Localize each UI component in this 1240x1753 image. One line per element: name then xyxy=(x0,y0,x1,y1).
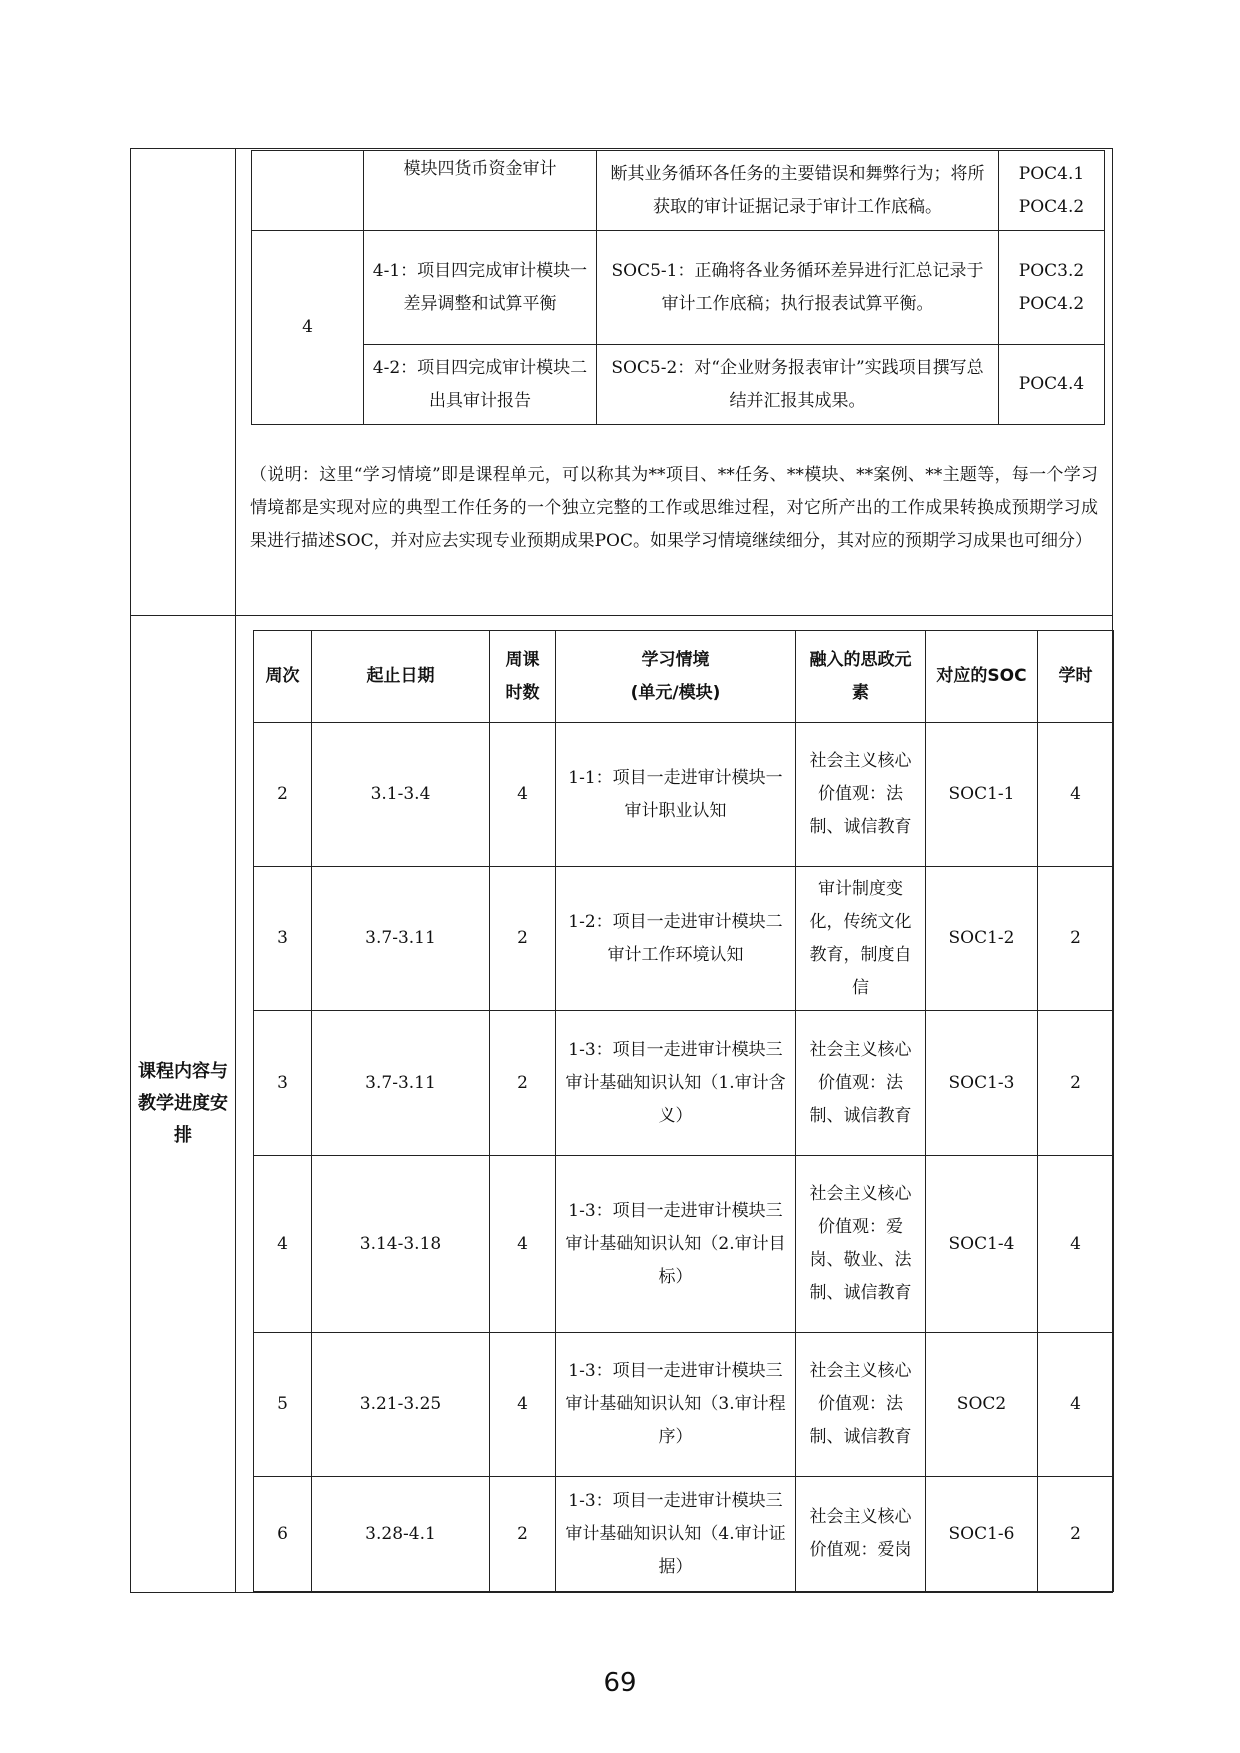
header-hours-per-week: 周课时数 xyxy=(490,631,556,723)
week-cell: 4 xyxy=(252,231,364,425)
header-soc: 对应的SOC xyxy=(926,631,1038,723)
table-row xyxy=(254,867,1114,1011)
poc-line: POC4.4 xyxy=(1018,374,1085,394)
soc-cell: SOC1-2 xyxy=(926,867,1038,1011)
soc-cell: SOC1-6 xyxy=(926,1477,1038,1592)
explanation-note: （说明：这里“学习情境”即是课程单元，可以称其为**项目、**任务、**模块、**案例、**主题等，每一个学习情境都是实现对应的典型工作任务的一个独立完整的工作或思维过程，对它所产出的工作成果转换成预期学习成果进行描述SOC，并对应去实现专业预期成果POC。如果学习情境继续细分，其对应的预期学习成果也可细分） xyxy=(250,465,1098,551)
page-number: 69 xyxy=(603,1668,637,1698)
week-cell: 3 xyxy=(254,1011,312,1156)
header-unit xyxy=(556,631,796,723)
week-cell: 2 xyxy=(254,723,312,867)
header-ideology: 融入的思政元素 xyxy=(796,631,926,723)
table-row xyxy=(254,723,1114,867)
soc-cell: SOC2 xyxy=(926,1333,1038,1477)
week-cell: 3 xyxy=(254,867,312,1011)
soc-poc-table xyxy=(251,150,1105,425)
poc-cell xyxy=(999,231,1105,345)
dates-cell: 3.28-4.1 xyxy=(312,1477,490,1592)
unit-cell: 1-1：项目一走进审计模块一审计职业认知 xyxy=(556,723,796,867)
hpw-cell: 2 xyxy=(490,1011,556,1156)
hpw-cell: 2 xyxy=(490,1477,556,1592)
section-label: 课程内容与教学进度安排 xyxy=(131,616,236,1593)
dates-cell: 3.21-3.25 xyxy=(312,1333,490,1477)
header-dates: 起止日期 xyxy=(312,631,490,723)
poc-line: POC4.2 xyxy=(1018,293,1085,314)
soc-cell: SOC5-2：对“企业财务报表审计”实践项目撰写总结并汇报其成果。 xyxy=(597,345,999,425)
header-week: 周次 xyxy=(254,631,312,723)
table-row xyxy=(252,345,1105,425)
week-cell: 6 xyxy=(254,1477,312,1592)
unit-cell: 1-3：项目一走进审计模块三审计基础知识认知（2.审计目标） xyxy=(556,1156,796,1333)
dates-cell: 3.7-3.11 xyxy=(312,1011,490,1156)
table-row xyxy=(254,1156,1114,1333)
schedule-content-cell xyxy=(236,616,1113,1593)
hpw-cell: 2 xyxy=(490,867,556,1011)
table-row xyxy=(254,1477,1114,1592)
soc-cell: SOC1-4 xyxy=(926,1156,1038,1333)
ideology-cell: 社会主义核心价值观：爱岗 xyxy=(796,1477,926,1592)
ideology-cell: 社会主义核心价值观：法制、诚信教育 xyxy=(796,1333,926,1477)
table-row xyxy=(254,1011,1114,1156)
hours-cell: 4 xyxy=(1038,1156,1114,1333)
schedule-table xyxy=(253,630,1114,1592)
soc-cell: SOC1-1 xyxy=(926,723,1038,867)
ideology-cell: 社会主义核心价值观：法制、诚信教育 xyxy=(796,1011,926,1156)
hours-cell: 2 xyxy=(1038,867,1114,1011)
soc-cell: SOC1-3 xyxy=(926,1011,1038,1156)
ideology-cell: 社会主义核心价值观：法制、诚信教育 xyxy=(796,723,926,867)
week-cell xyxy=(252,151,364,231)
dates-cell: 3.14-3.18 xyxy=(312,1156,490,1333)
unit-cell: 1-2：项目一走进审计模块二审计工作环境认知 xyxy=(556,867,796,1011)
hpw-cell: 4 xyxy=(490,723,556,867)
hpw-cell: 4 xyxy=(490,1156,556,1333)
poc-cell xyxy=(999,151,1105,231)
dates-cell: 3.7-3.11 xyxy=(312,867,490,1011)
poc-cell xyxy=(999,345,1105,425)
empty-label-cell xyxy=(131,149,236,616)
unit-cell: 模块四货币资金审计 xyxy=(364,151,597,231)
table-row xyxy=(252,151,1105,231)
header-row xyxy=(254,631,1114,723)
soc-cell: SOC5-1：正确将各业务循环差异进行汇总记录于审计工作底稿；执行报表试算平衡。 xyxy=(597,231,999,345)
ideology-cell: 审计制度变化，传统文化教育，制度自信 xyxy=(796,867,926,1011)
unit-cell: 1-3：项目一走进审计模块三审计基础知识认知（3.审计程序） xyxy=(556,1333,796,1477)
unit-cell: 1-3：项目一走进审计模块三审计基础知识认知（4.审计证据） xyxy=(556,1477,796,1592)
table-row xyxy=(254,1333,1114,1477)
header-hours: 学时 xyxy=(1038,631,1114,723)
hours-cell: 2 xyxy=(1038,1477,1114,1592)
outer-table xyxy=(130,148,1113,1593)
ideology-cell: 社会主义核心价值观：爱岗、敬业、法制、诚信教育 xyxy=(796,1156,926,1333)
week-cell: 5 xyxy=(254,1333,312,1477)
header-unit-line2: (单元/模块) xyxy=(630,682,721,703)
dates-cell: 3.1-3.4 xyxy=(312,723,490,867)
hours-cell: 4 xyxy=(1038,1333,1114,1477)
unit-cell: 4-1：项目四完成审计模块一差异调整和试算平衡 xyxy=(364,231,597,345)
poc-line: POC3.2 xyxy=(1018,260,1085,281)
soc-cell: 断其业务循环各任务的主要错误和舞弊行为；将所获取的审计证据记录于审计工作底稿。 xyxy=(597,151,999,231)
header-unit-line1: 学习情境 xyxy=(641,649,710,670)
table-row xyxy=(252,231,1105,345)
week-cell: 4 xyxy=(254,1156,312,1333)
unit-cell: 1-3：项目一走进审计模块三审计基础知识认知（1.审计含义） xyxy=(556,1011,796,1156)
hours-cell: 4 xyxy=(1038,723,1114,867)
hours-cell: 2 xyxy=(1038,1011,1114,1156)
poc-line: POC4.2 xyxy=(1018,196,1085,217)
hpw-cell: 4 xyxy=(490,1333,556,1477)
upper-content-cell xyxy=(236,149,1113,616)
unit-cell: 4-2：项目四完成审计模块二出具审计报告 xyxy=(364,345,597,425)
poc-line: POC4.1 xyxy=(1018,163,1085,184)
